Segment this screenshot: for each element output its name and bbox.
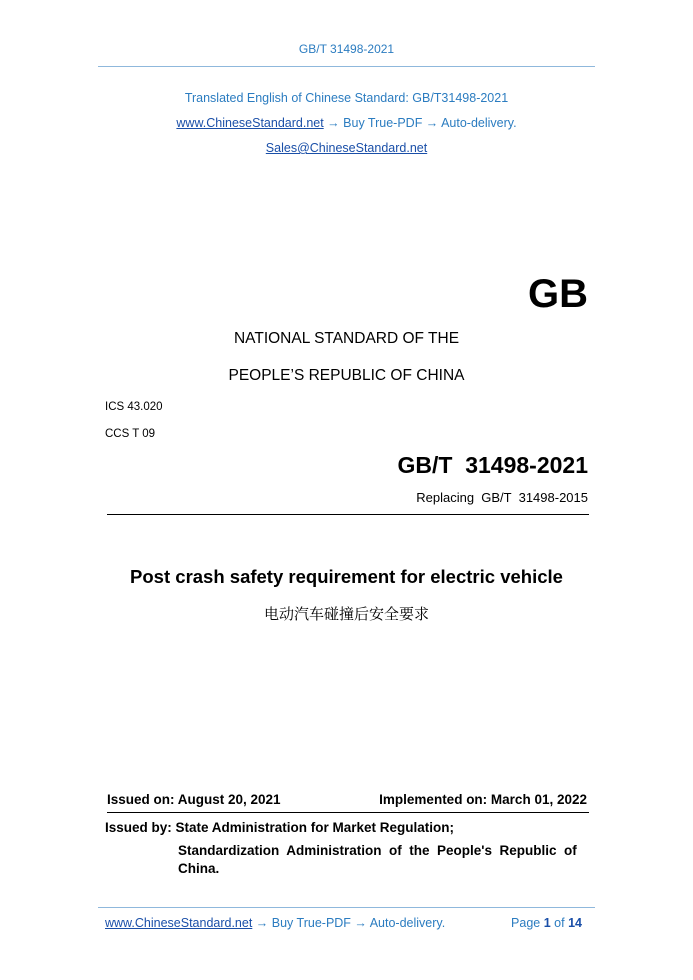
page-of: of bbox=[554, 916, 565, 930]
implemented-on: Implemented on: March 01, 2022 bbox=[379, 792, 587, 807]
translated-line: Translated English of Chinese Standard: GB/T31498-2021 bbox=[184, 91, 509, 105]
replacing-standard: Replacing GB/T 31498-2015 bbox=[416, 490, 588, 505]
standard-number: GB/T 31498-2021 bbox=[397, 452, 588, 478]
issued-by-line-3: China. bbox=[178, 861, 220, 876]
issued-by-line-2: Standardization Administration of the People's Republic of bbox=[178, 843, 577, 858]
ccs-code: CCS T 09 bbox=[105, 428, 156, 440]
footer-divider bbox=[98, 907, 595, 908]
header-divider bbox=[98, 66, 595, 67]
site-link[interactable]: www.ChineseStandard.net bbox=[176, 116, 324, 130]
footer-site-link[interactable]: www.ChineseStandard.net bbox=[105, 916, 253, 930]
sales-email-line bbox=[0, 141, 693, 155]
gb-logo: GB bbox=[528, 272, 588, 316]
page-total: 14 bbox=[568, 916, 582, 930]
footer-link-line bbox=[105, 916, 445, 930]
cover-divider bbox=[107, 514, 589, 515]
page-label: Page bbox=[511, 916, 541, 930]
footer-buy-text: → Buy True-PDF → Auto-delivery. bbox=[252, 916, 446, 930]
page-indicator bbox=[470, 916, 582, 930]
ics-code: ICS 43.020 bbox=[105, 401, 163, 413]
issued-by: Issued by: State Administration for Market Regulation; bbox=[105, 820, 455, 835]
issued-on: Issued on: August 20, 2021 bbox=[107, 792, 281, 807]
header-doc-code: GB/T 31498-2021 bbox=[298, 42, 395, 56]
issue-divider bbox=[107, 812, 589, 813]
buy-text: → Buy True-PDF → Auto-delivery. bbox=[323, 116, 517, 130]
national-line-2: PEOPLE’S REPUBLIC OF CHINA bbox=[228, 367, 465, 384]
chinese-title: 电动汽车碰撞后安全要求 bbox=[263, 605, 429, 623]
national-line-1: NATIONAL STANDARD OF THE bbox=[233, 330, 460, 347]
page-current: 1 bbox=[543, 916, 551, 930]
sales-email-link[interactable]: Sales@ChineseStandard.net bbox=[265, 141, 428, 155]
header-link-line bbox=[0, 116, 693, 130]
english-title: Post crash safety requirement for electric vehicle bbox=[130, 566, 563, 587]
